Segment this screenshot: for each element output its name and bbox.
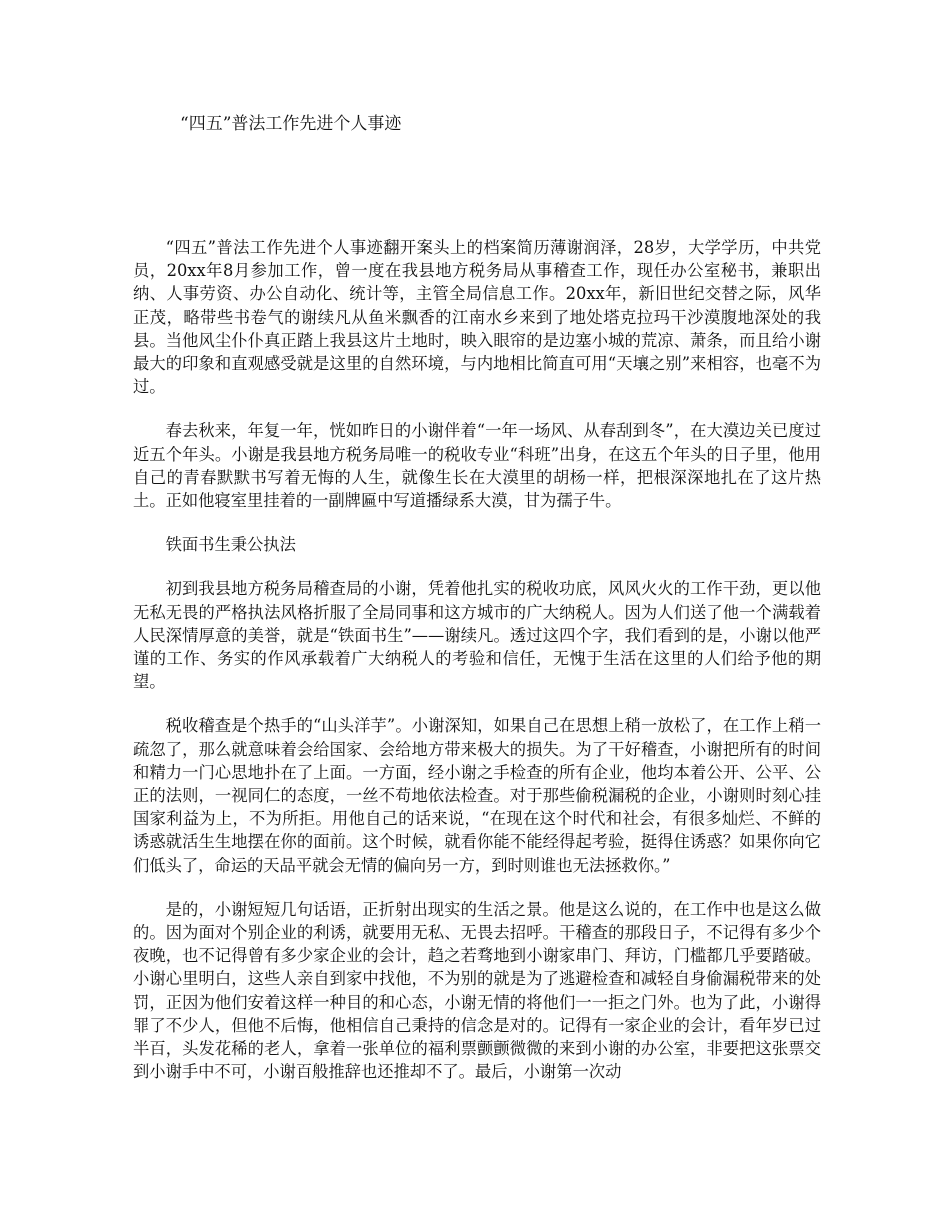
paragraph-2: 春去秋来，年复一年，恍如昨日的小谢伴着“一年一场风、从春刮到冬”，在大漠边关已度过近五个年头。小谢是我县地方税务局唯一的税收专业“科班”出身，在这五个年头的日子里，他用自己的青春默默书写着无悔的人生，就像生长在大漠里的胡杨一样，把根深深地扎在了这片热土。正如他寝室里挂着的一副牌匾中写道播绿系大漠，甘为孺子牛。: [133, 421, 821, 511]
paragraph-1: “四五”普法工作先进个人事迹翻开案头上的档案简历薄谢润泽，28岁，大学学历，中共党员，20xx年8月参加工作，曾一度在我县地方税务局从事稽查工作，现任办公室秘书，兼职出纳、人事劳资、办公自动化、统计等，主管全局信息工作。20xx年，新旧世纪交替之际，风华正茂，略带些书卷气的谢续凡从鱼米飘香的江南水乡来到了地处塔克拉玛干沙漠腹地深处的我县。当他风尘仆仆真正踏上我县这片土地时，映入眼帘的是边塞小城的荒凉、萧条，而且给小谢最大的印象和直观感受就是这里的自然环境，与内地相比简直可用“天壤之别”来相容，也毫不为过。: [133, 238, 821, 397]
paragraph-5: 是的，小谢短短几句话语，正折射出现实的生活之景。他是这么说的，在工作中也是这么做的。因为面对个别企业的利诱，就要用无私、无畏去招呼。干稽查的那段日子，不记得有多少个夜晚，也不记得曾有多少家企业的会计，趋之若骛地到小谢家串门、拜访，门槛都几乎要踏破。小谢心里明白，这些人亲自到家中找他，不为别的就是为了逃避检查和减轻自身偷漏税带来的处罚，正因为他们安着这样一种目的和心态，小谢无情的将他们一一拒之门外。也为了此，小谢得罪了不少人，但他不后悔，他相信自己秉持的信念是对的。记得有一家企业的会计，看年岁已过半百，头发花稀的老人，拿着一张单位的福利票颤颤微微的来到小谢的办公室，非要把这张票交到小谢手中不可，小谢百般推辞也还推却不了。最后，小谢第一次动: [133, 899, 821, 1082]
section-heading: 铁面书生秉公执法: [165, 535, 296, 555]
paragraph-3: 初到我县地方税务局稽查局的小谢，凭着他扎实的税收功底，风风火火的工作干劲，更以他无私无畏的严格执法风格折服了全局同事和这方城市的广大纳税人。因为人们送了他一个满载着人民深情厚意的美誉，就是“铁面书生”——谢续凡。透过这四个字，我们看到的是，小谢以他严谨的工作、务实的作风承载着广大纳税人的考验和信任，无愧于生活在这里的人们给予他的期望。: [133, 579, 821, 692]
document-title: “四五”普法工作先进个人事迹: [180, 114, 402, 134]
paragraph-4: 税收稽查是个热手的“山头洋芋”。小谢深知，如果自己在思想上稍一放松了，在工作上稍一疏忽了，那么就意味着会给国家、会给地方带来极大的损失。为了干好稽查，小谢把所有的时间和精力一门心思地扑在了上面。一方面，经小谢之手检查的所有企业，他均本着公开、公平、公正的法则，一视同仁的态度，一丝不苟地依法检查。对于那些偷税漏税的企业，小谢则时刻心挂国家利益为上，不为所拒。用他自己的话来说，“在现在这个时代和社会，有很多灿烂、不鲜的诱惑就活生生地摆在你的面前。这个时候，就看你能不能经得起考验，挺得住诱惑？如果你向它们低头了，命运的天品平就会无情的偏向另一方，到时则谁也无法拯救你。”: [133, 716, 821, 875]
document-body: [133, 236, 821, 1105]
